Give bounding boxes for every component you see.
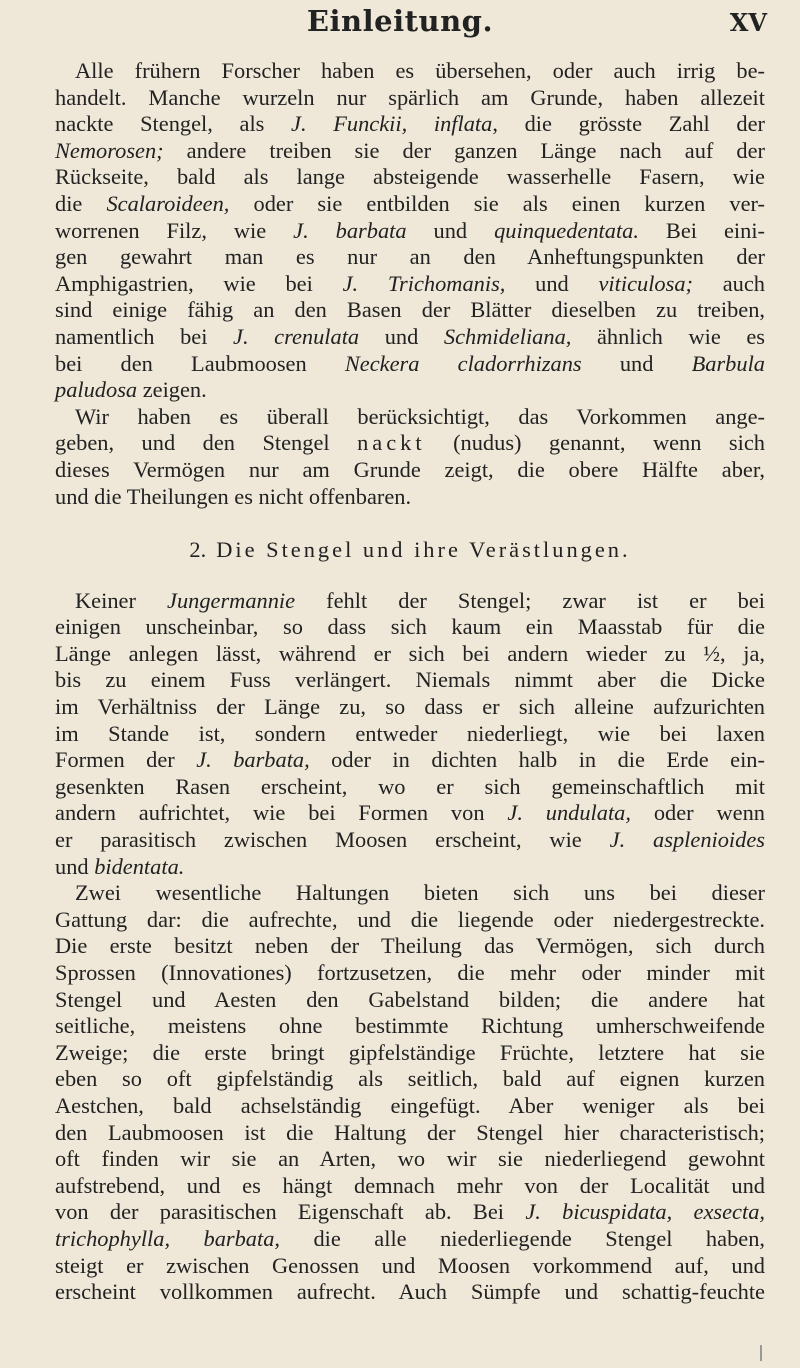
text-line: und die Theilungen es nicht offenbaren. bbox=[55, 483, 412, 509]
text-run: , die grösste Zahl der bbox=[492, 111, 765, 137]
species-name: bidentata. bbox=[94, 853, 185, 879]
text-run: fehlt der Stengel; zwar ist er bei bbox=[295, 587, 765, 613]
text-run: worrenen Filz, wie bbox=[55, 217, 294, 243]
paragraph-rooting bbox=[55, 58, 765, 404]
species-name: J. crenulata bbox=[233, 323, 360, 349]
text-run: und bbox=[406, 217, 495, 243]
section-heading bbox=[55, 537, 765, 564]
text-run: andern aufrichtet, wie bei Formen von bbox=[55, 800, 508, 826]
text-line bbox=[55, 271, 765, 298]
species-name: paludosa bbox=[55, 377, 138, 403]
margin-mark bbox=[760, 1345, 762, 1361]
text-line: Stengel und Aesten den Gabelstand bilden; die andere hat bbox=[55, 986, 765, 1012]
text-line: eben so oft gipfelständig als seitlich, bald auf eignen kurzen bbox=[55, 1066, 765, 1092]
species-name: quinquedentata. bbox=[494, 217, 639, 243]
species-name: Jungermannie bbox=[167, 587, 296, 613]
text-run: oder wenn bbox=[630, 800, 765, 826]
text-line bbox=[55, 191, 765, 218]
text-line bbox=[55, 1226, 765, 1253]
paragraph-notation bbox=[55, 404, 765, 510]
text-line bbox=[55, 854, 765, 881]
text-line bbox=[55, 218, 765, 245]
text-run: geben, und den Stengel bbox=[55, 430, 358, 456]
text-line: Gattung dar: die aufrechte, und die liegende oder niedergestreckte. bbox=[55, 906, 765, 932]
text-run: nackte Stengel, als bbox=[55, 111, 292, 137]
text-line: den Laubmoosen ist die Haltung der Stengel hier characteristisch; bbox=[55, 1119, 765, 1145]
text-line: Sprossen (Innovationes) fortzusetzen, die mehr oder minder mit bbox=[55, 960, 765, 985]
text-line: aufstrebend, und es hängt demnach mehr von der Localität und bbox=[55, 1172, 765, 1198]
species-name: Barbula bbox=[691, 350, 765, 376]
section-title: Die Stengel und ihre Verästlungen. bbox=[216, 537, 631, 563]
text-run: Keiner bbox=[75, 587, 167, 613]
text-run: Formen der bbox=[55, 747, 197, 773]
text-line: Rückseite, bald als lange absteigende wasserhelle Fasern, wie bbox=[55, 164, 765, 190]
text-run: die alle niederliegende Stengel haben, bbox=[280, 1225, 765, 1251]
text-line: Wir haben es überall berücksichtigt, das Vorkommen ange- bbox=[75, 403, 765, 429]
text-line: Alle frühern Forscher haben es übersehen, oder auch irrig be- bbox=[75, 58, 765, 83]
text-line: Zweige; die erste bringt gipfelständige Früchte, letztere hat sie bbox=[55, 1039, 765, 1065]
text-line bbox=[55, 827, 765, 854]
page-number: XV bbox=[729, 8, 767, 37]
text-line bbox=[55, 1199, 765, 1226]
species-name: J. barbata, bbox=[196, 747, 310, 773]
text-run: andere treiben sie der ganzen Länge nach auf der bbox=[163, 137, 765, 163]
text-line: erscheint vollkommen aufrecht. Auch Sümpfe und schattig-feuchte bbox=[55, 1279, 765, 1305]
text-run: auch bbox=[692, 270, 765, 296]
text-line: im Verhältniss der Länge zu, so dass er sich alleine aufzurichten bbox=[55, 694, 765, 720]
species-name: J. Trichomanis, bbox=[342, 270, 506, 296]
text-line: oft finden wir sie an Arten, wo wir sie niederliegend gewohnt bbox=[55, 1146, 765, 1172]
text-line: Aestchen, bald achselständig eingefügt. Aber weniger als bei bbox=[55, 1092, 765, 1118]
text-line: Zwei wesentliche Haltungen bieten sich uns bei dieser bbox=[75, 880, 765, 906]
page-header bbox=[0, 0, 800, 50]
text-run: und bbox=[581, 350, 692, 376]
text-run: und bbox=[55, 853, 95, 879]
text-line: sind einige fähig an den Basen der Blätter dieselben zu treiben, bbox=[55, 297, 765, 323]
text-line bbox=[55, 747, 765, 774]
emphasized-term: nackt bbox=[357, 430, 426, 456]
text-line bbox=[55, 377, 765, 404]
species-name: J. bicuspidata, exsecta, bbox=[525, 1199, 765, 1225]
species-name: Schmideliana, bbox=[443, 323, 572, 349]
text-line bbox=[55, 430, 765, 457]
species-name: Nemorosen; bbox=[55, 137, 164, 163]
text-run: bei den Laubmoosen bbox=[55, 350, 345, 376]
body-text bbox=[55, 58, 765, 1306]
text-line: gesenkten Rasen erscheint, wo er sich gemeinschaftlich mit bbox=[55, 773, 765, 799]
paragraph-habit bbox=[55, 880, 765, 1306]
text-run: Bei eini- bbox=[638, 217, 766, 243]
species-name: J. barbata bbox=[293, 217, 407, 243]
text-line bbox=[55, 351, 765, 378]
text-line: Die erste besitzt neben der Theilung das Vermögen, sich durch bbox=[55, 933, 765, 959]
running-head: Einleitung. bbox=[306, 4, 494, 38]
section-number: 2. bbox=[189, 537, 207, 563]
text-run: Amphigastrien, wie bei bbox=[55, 270, 343, 296]
text-line: seitliche, meistens ohne bestimmte Richtung umherschweifende bbox=[55, 1013, 765, 1039]
text-line: bis zu einem Fuss verlängert. Niemals nimmt aber die Dicke bbox=[55, 667, 765, 693]
text-run: (nudus) genannt, wenn sich bbox=[425, 430, 765, 456]
text-run: und bbox=[505, 270, 599, 296]
text-line bbox=[55, 138, 765, 165]
text-line: steigt er zwischen Genossen und Moosen vorkommend auf, und bbox=[55, 1252, 765, 1278]
species-name: J. Funckii, inflata bbox=[291, 111, 493, 137]
text-run: und bbox=[359, 323, 444, 349]
text-line bbox=[55, 111, 765, 138]
species-name: J. undulata, bbox=[507, 800, 631, 826]
text-run: oder in dichten halb in die Erde ein- bbox=[309, 747, 765, 773]
species-name: Scalaroideen, bbox=[106, 190, 230, 216]
text-run: oder sie entbilden sie als einen kurzen ver- bbox=[229, 190, 765, 216]
text-run: zeigen. bbox=[137, 377, 207, 403]
paragraph-stem bbox=[55, 588, 765, 881]
species-name: viticulosa; bbox=[598, 270, 693, 296]
text-line bbox=[55, 800, 765, 827]
species-name: trichophylla, barbata, bbox=[55, 1225, 281, 1251]
text-run: von der parasitischen Eigenschaft ab. Bei bbox=[55, 1199, 526, 1225]
text-line bbox=[55, 588, 765, 615]
species-name: J. asplenioides bbox=[609, 827, 765, 853]
text-run: namentlich bei bbox=[55, 323, 234, 349]
text-line bbox=[55, 324, 765, 351]
text-line: dieses Vermögen nur am Grunde zeigt, die obere Hälfte aber, bbox=[55, 456, 765, 482]
text-line: Länge anlegen lässt, während er sich bei andern wieder zu ½, ja, bbox=[55, 640, 765, 666]
text-run: ähnlich wie es bbox=[571, 323, 766, 349]
species-name: Neckera cladorrhizans bbox=[344, 350, 582, 376]
text-line: gen gewahrt man es nur an den Anheftungspunkten der bbox=[55, 244, 765, 270]
text-run: die bbox=[55, 190, 107, 216]
text-line: handelt. Manche wurzeln nur spärlich am Grunde, haben allezeit bbox=[55, 84, 765, 110]
text-run: er parasitisch zwischen Moosen erscheint, wie bbox=[55, 827, 610, 853]
text-line: im Stande ist, sondern entweder niederliegt, wie bei laxen bbox=[55, 720, 765, 746]
text-line: einigen unscheinbar, so dass sich kaum ein Maasstab für die bbox=[55, 614, 765, 640]
